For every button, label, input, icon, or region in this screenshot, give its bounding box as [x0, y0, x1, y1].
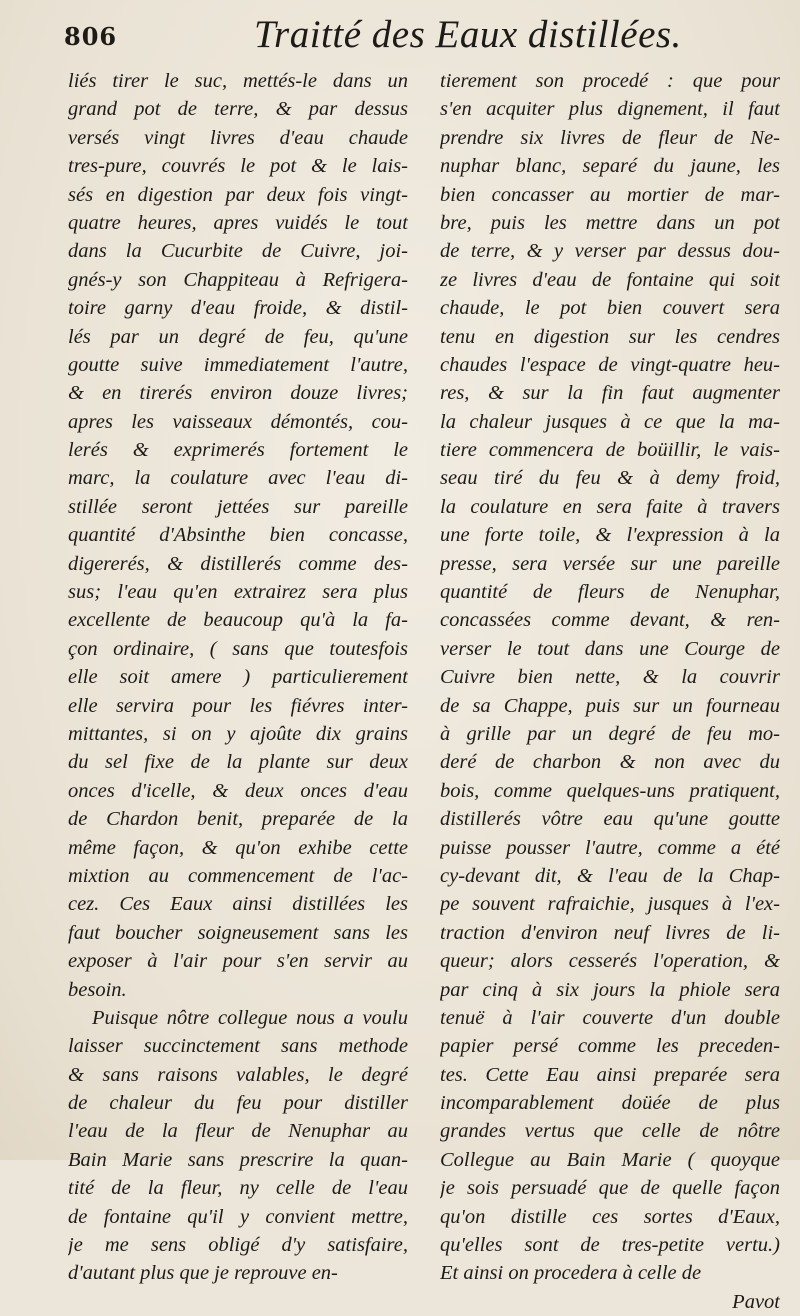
- text-line: elle soit amere ) particulierement: [68, 666, 408, 689]
- text-line: je sois persuadé que de quelle façon: [440, 1177, 780, 1200]
- text-line: presse, sera versée sur une pareille: [440, 552, 780, 575]
- text-line: mixtion au commencement de l'ac-: [68, 864, 408, 887]
- text-line: tierement son procedé : que pour: [440, 70, 780, 92]
- text-line: prendre six livres de fleur de Ne-: [440, 126, 780, 149]
- text-line: bois, comme quelques-uns pratiquent,: [440, 779, 780, 802]
- text-line: une forte toile, & l'expression à la: [440, 524, 780, 547]
- text-line: grandes vertus que celle de nôtre: [440, 1120, 780, 1143]
- text-line: chaudes l'espace de vingt-quatre heu-: [440, 353, 780, 376]
- text-line: onces d'icelle, & deux onces d'eau: [68, 779, 408, 802]
- text-line: Cuivre bien nette, & la couvrir: [440, 666, 780, 689]
- text-line: s'en acquiter plus dignement, il faut: [440, 98, 780, 121]
- text-line: nuphar blanc, separé du jaune, les: [440, 155, 780, 178]
- text-line: Collegue au Bain Marie ( quoyque: [440, 1148, 780, 1171]
- text-column-right: [440, 67, 780, 1313]
- text-line: à grille par un degré de feu mo-: [440, 722, 780, 745]
- page-number: 806: [64, 22, 118, 51]
- text-line: qu'on distille ces sortes d'Eaux,: [440, 1205, 780, 1228]
- text-line: papier persé comme les preceden-: [440, 1035, 780, 1058]
- text-line: puisse pousser l'autre, comme a été: [440, 836, 780, 859]
- text-line: quantité de fleurs de Nenuphar,: [440, 581, 780, 604]
- text-line: même façon, & qu'on exhibe cette: [68, 836, 408, 859]
- text-line: de chaleur du feu pour distiller: [68, 1092, 408, 1115]
- text-line: pe souvent rafraichie, jusques à l'ex-: [440, 893, 780, 916]
- text-line: qu'elles sont de tres-petite vertu.): [440, 1234, 780, 1257]
- text-line: gnés-y son Chappiteau à Refrigera-: [68, 268, 408, 291]
- text-line: distillerés vôtre eau qu'une goutte: [440, 808, 780, 831]
- text-line: çon ordinaire, ( sans que toutesfois: [68, 637, 408, 660]
- text-line: res, & sur la fin faut augmenter: [440, 382, 780, 405]
- text-line: & sans raisons valables, le degré: [68, 1063, 408, 1086]
- text-column-left: [68, 67, 408, 1285]
- text-line: de terre, & y verser par dessus dou-: [440, 240, 780, 263]
- text-line: seau tiré du feu & à demy froid,: [440, 467, 780, 490]
- text-line: quatre heures, apres vuidés le tout: [68, 211, 408, 234]
- running-title: Traitté des Eaux distillées.: [254, 13, 682, 56]
- text-line: quantité d'Absinthe bien concasse,: [68, 524, 408, 547]
- text-line: & en tirerés environ douze livres;: [68, 382, 408, 405]
- text-line: dans la Cucurbite de Cuivre, joi-: [68, 240, 408, 263]
- text-line: du sel fixe de la plante sur deux: [68, 751, 408, 774]
- text-line: concassées comme devant, & ren-: [440, 609, 780, 632]
- text-line: bien concasser au mortier de mar-: [440, 183, 780, 206]
- text-line: grand pot de terre, & par dessus: [68, 98, 408, 121]
- text-line: elle servira pour les fiévres inter-: [68, 694, 408, 717]
- text-line: bre, puis les mettre dans un pot: [440, 211, 780, 234]
- text-line: Pavot: [732, 1290, 780, 1313]
- text-line: sés en digestion par deux fois vingt-: [68, 183, 408, 206]
- text-line: apres les vaisseaux démontés, cou-: [68, 410, 408, 433]
- text-line: traction d'environ neuf livres de li-: [440, 921, 780, 944]
- text-line: l'eau de la fleur de Nenuphar au: [68, 1120, 408, 1143]
- text-line: ze livres d'eau de fontaine qui soit: [440, 268, 780, 291]
- text-line: mittantes, si on y ajoûte dix grains: [68, 722, 408, 745]
- text-line: incomparablement doüée de plus: [440, 1092, 780, 1115]
- text-line: versés vingt livres d'eau chaude: [68, 126, 408, 149]
- text-line: exposer à l'air pour s'en servir au: [68, 950, 408, 973]
- text-line: de fontaine qu'il y convient mettre,: [68, 1205, 408, 1228]
- text-line: cy-devant dit, & l'eau de la Chap-: [440, 864, 780, 887]
- text-line: liés tirer le suc, mettés-le dans un: [68, 70, 408, 92]
- text-line: d'autant plus que je reprouve en-: [68, 1262, 338, 1285]
- text-line: la chaleur jusques à ce que la ma-: [440, 410, 780, 433]
- text-line: tenu en digestion sur les cendres: [440, 325, 780, 348]
- text-line: goutte suive immediatement l'autre,: [68, 353, 408, 376]
- text-line: faut boucher soigneusement sans les: [68, 921, 408, 944]
- text-line: de sa Chappe, puis sur un fourneau: [440, 694, 780, 717]
- text-line: queur; alors cesserés l'operation, &: [440, 950, 780, 973]
- text-line: Puisque nôtre collegue nous a voulu: [92, 1006, 408, 1029]
- text-line: digererés, & distillerés comme des-: [68, 552, 408, 575]
- text-line: Bain Marie sans prescrire la quan-: [68, 1148, 408, 1171]
- text-line: marc, la coulature avec l'eau di-: [68, 467, 408, 490]
- text-line: laisser succinctement sans methode: [68, 1035, 408, 1058]
- page-header: [64, 6, 764, 62]
- text-line: excellente de beaucoup qu'à la fa-: [68, 609, 408, 632]
- text-line: toire garny d'eau froide, & distil-: [68, 297, 408, 320]
- text-line: sus; l'eau qu'en extrairez sera plus: [68, 581, 408, 604]
- text-line: lés par un degré de feu, qu'une: [68, 325, 408, 348]
- text-line: tenuë à l'air couverte d'un double: [440, 1006, 780, 1029]
- text-line: tiere commencera de boüillir, le vais-: [440, 439, 780, 462]
- text-line: cez. Ces Eaux ainsi distillées les: [68, 893, 408, 916]
- text-line: par cinq à six jours la phiole sera: [440, 978, 780, 1001]
- text-line: tres-pure, couvrés le pot & le lais-: [68, 155, 408, 178]
- text-line: je me sens obligé d'y satisfaire,: [68, 1234, 408, 1257]
- text-line: stillée seront jettées sur pareille: [68, 495, 408, 518]
- text-line: chaude, le pot bien couvert sera: [440, 297, 780, 320]
- text-line: de Chardon benit, preparée de la: [68, 808, 408, 831]
- text-line: la coulature en sera faite à travers: [440, 495, 780, 518]
- text-line: Et ainsi on procedera à celle de: [440, 1262, 702, 1285]
- text-line: deré de charbon & non avec du: [440, 751, 780, 774]
- text-line: besoin.: [68, 978, 127, 1001]
- text-line: tité de la fleur, ny celle de l'eau: [68, 1177, 408, 1200]
- text-line: verser le tout dans une Courge de: [440, 637, 780, 660]
- text-line: lerés & exprimerés fortement le: [68, 439, 408, 462]
- text-line: tes. Cette Eau ainsi preparée sera: [440, 1063, 780, 1086]
